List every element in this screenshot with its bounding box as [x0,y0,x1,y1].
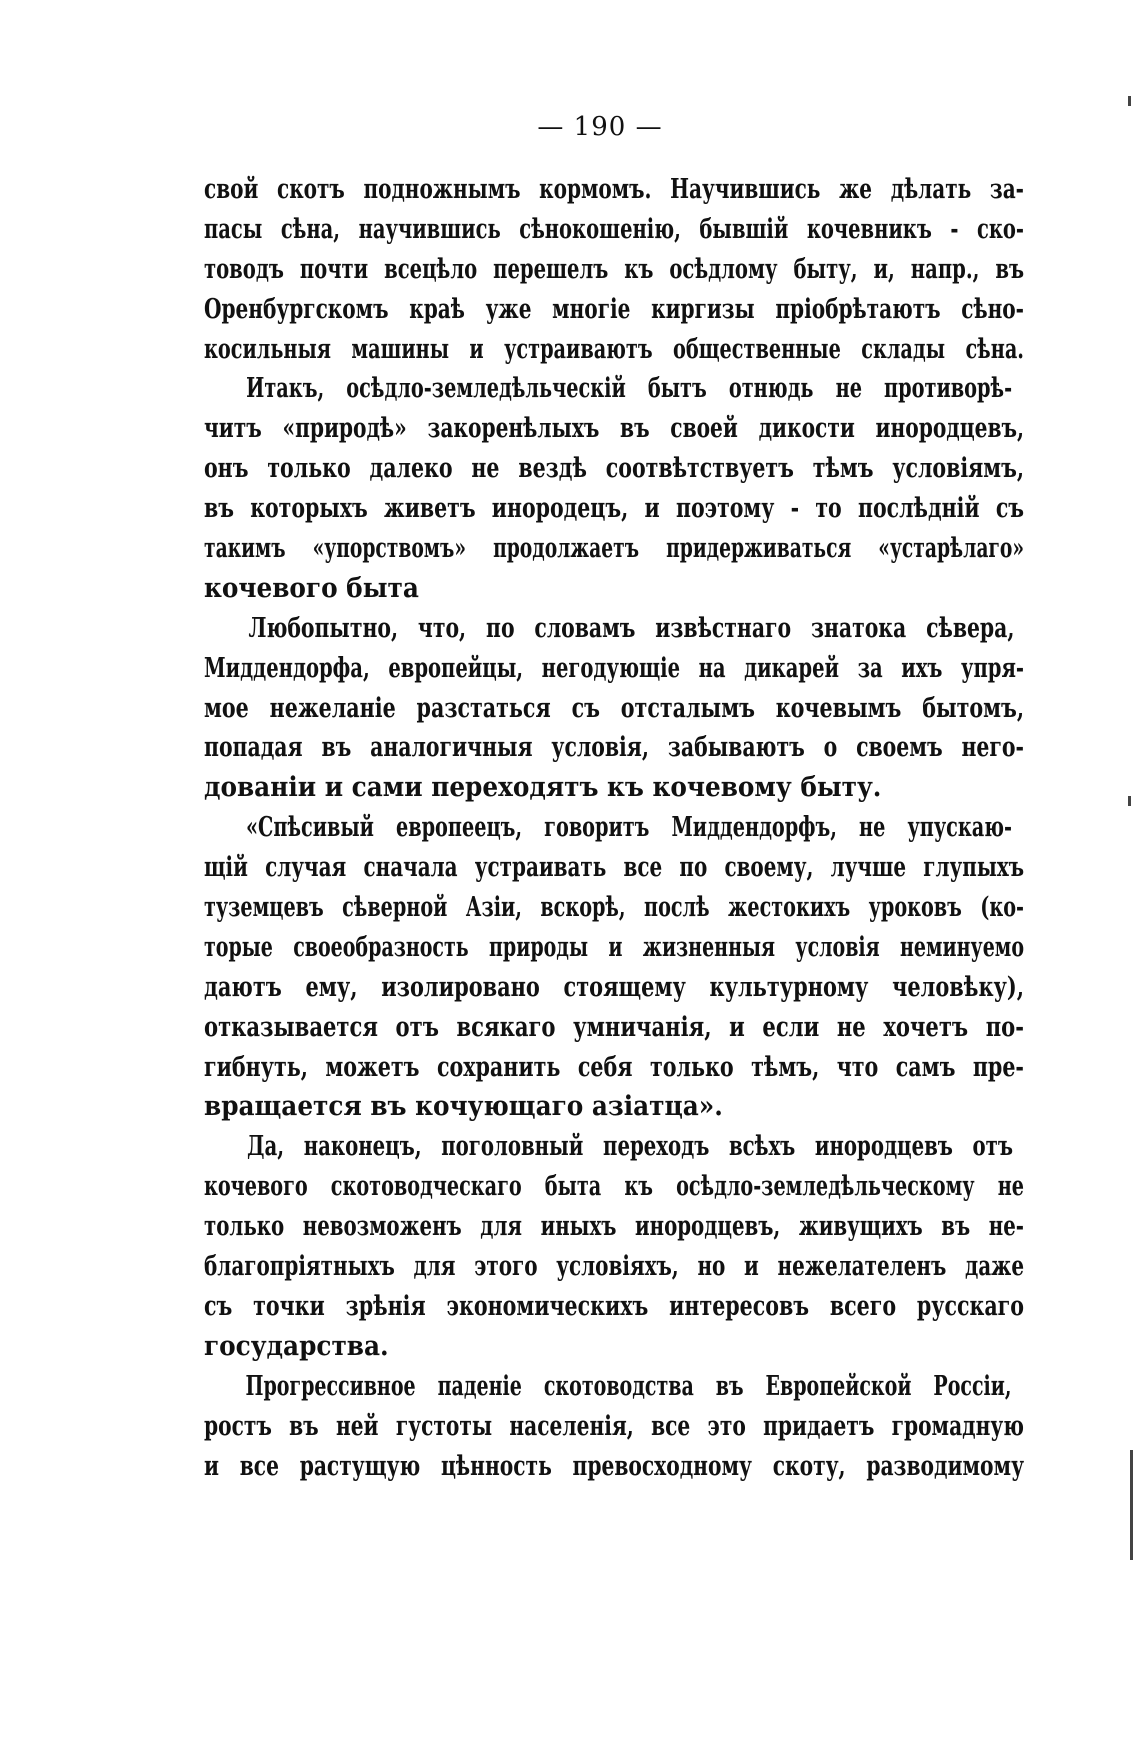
text-line: «Спѣсивый европеецъ, говоритъ Миддендорфъ, не упускаю- [246,811,1013,844]
text-line: кочевого скотоводческаго быта къ осѣдло-земледѣльческому не [204,1170,1024,1203]
text-line: дованіи и сами переходятъ къ кочевому быту. [204,771,882,804]
text-line: свой скотъ подножнымъ кормомъ. Научившись же дѣлать за- [204,173,1024,205]
text-line: гибнуть, можетъ сохранить себя только тѣмъ, что самъ пре- [204,1050,1024,1083]
text-line: мое нежеланіе разстаться съ отсталымъ кочевымъ бытомъ, [204,691,1024,724]
body-text [204,170,1024,1486]
text-line: Оренбургскомъ краѣ уже многіе киргизы пріобрѣтаютъ сѣно- [204,292,1024,325]
paragraph [204,808,1024,1127]
text-line: и все растущую цѣнность превосходному скоту, разводимому [204,1449,1024,1482]
text-line: онъ только далеко не вездѣ соотвѣтствуетъ тѣмъ условіямъ, [204,452,1024,485]
text-line: Да, наконецъ, поголовный переходъ всѣхъ инородцевъ отъ [246,1130,1013,1163]
text-line: пасы сѣна, научившись сѣнокошенію, бывшій кочевникъ - ско- [204,212,1024,245]
text-line: Прогрессивное паденіе скотоводства въ Европейской Россіи, [245,1369,1012,1402]
text-line: ростъ въ ней густоты населенія, все это придаетъ громадную [204,1409,1024,1442]
scan-edge-mark [1128,796,1131,806]
text-line: Итакъ, осѣдло-земледѣльческій бытъ отнюдь не противорѣ- [246,372,1013,405]
text-line: отказывается отъ всякаго умничанія, и если не хочетъ по- [204,1010,1024,1043]
paragraph [204,369,1024,608]
paragraph [204,609,1024,808]
text-line: читъ «природѣ» закоренѣлыхъ въ своей дикости инородцевъ, [204,412,1024,445]
scan-edge-mark [1128,96,1131,106]
text-line: вращается въ кочующаго азіатца». [204,1090,723,1123]
text-line: туземцевъ сѣверной Азіи, вскорѣ, послѣ жестокихъ уроковъ (ко- [204,891,1024,924]
text-line: государства. [204,1329,389,1362]
text-line: Миддендорфа, европейцы, негодующіе на дикарей за ихъ упря- [204,651,1024,684]
paragraph [204,170,1024,369]
text-line: товодъ почти всецѣло перешелъ къ осѣдлому быту, и, напр., въ [204,252,1024,285]
text-line: только невозможенъ для иныхъ инородцевъ, живущихъ въ не- [204,1210,1024,1243]
scan-edge-mark [1130,1450,1133,1560]
text-line: косильныя машины и устраиваютъ общественные склады сѣна. [204,332,1024,365]
text-line: Любопытно, что, по словамъ извѣстнаго знатока сѣвера, [248,611,1015,644]
text-line: торые своеобразность природы и жизненныя условія неминуемо [204,930,1024,963]
text-line: попадая въ аналогичныя условія, забываютъ о своемъ него- [204,731,1024,764]
text-line: въ которыхъ живетъ инородецъ, и поэтому - то послѣдній съ [204,492,1024,525]
text-line: даютъ ему, изолировано стоящему культурному человѣку), [204,970,1024,1003]
paragraph [204,1127,1024,1366]
text-line: съ точки зрѣнія экономическихъ интересовъ всего русскаго [204,1289,1024,1322]
text-line: кочевого быта [204,571,419,604]
page-number: — 190 — [537,112,663,142]
text-line: щій случая сначала устраивать все по своему, лучше глупыхъ [204,851,1024,884]
text-line: такимъ «упорствомъ» продолжаетъ придерживаться «устарѣлаго» [204,532,1024,565]
paragraph [204,1367,1024,1487]
text-line: благопріятныхъ для этого условіяхъ, но и нежелателенъ даже [204,1250,1024,1283]
